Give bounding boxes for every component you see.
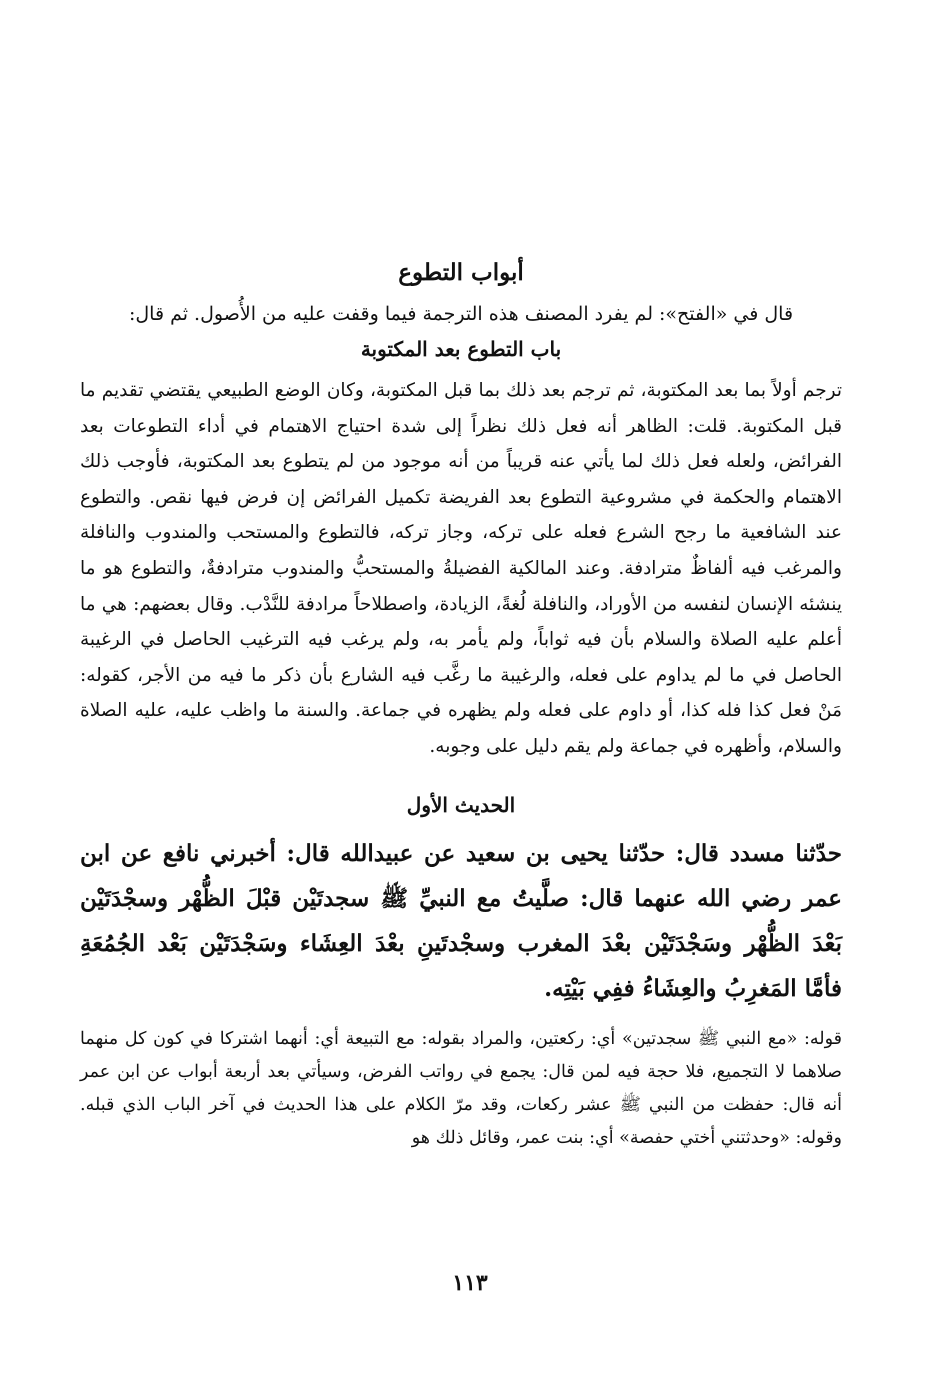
commentary-paragraph: قوله: «مع النبي ﷺ سجدتين» أي: ركعتين، والمراد بقوله: مع التبيعة أي: أنهما اشتركا في كون كل منهما صلاهما لا التجميع، فلا حجة فيه لمن قال: يجمع في رواتب الفرض، وسيأتي بعد أربعة أبواب عن ابن عمر أنه قال: حفظت من النبي ﷺ عشر ركعات، وقد مرّ الكلام على هذا الحديث في آخر الباب الذي قبله. وقوله: «وحدثتني أختي حفصة» أي: بنت عمر، وقائل ذلك هو (80, 1028, 842, 1148)
page-number: ١١٣ (452, 1270, 488, 1296)
hadith-text: حدّثنا مسدد قال: حدّثنا يحيى بن سعيد عن عبيدالله قال: أخبرني نافع عن ابن عمر رضي الله عنهما قال: صلَّيتُ مع النبيِّ ﷺ سجدتَيْن قبْلَ الظُّهْر وسجْدَتَيْن بَعْدَ الظُّهْر وسَجْدَتَيْن بعْدَ المغرب وسجْدتَينِ بعْدَ العِشَاء وسَجْدَتَيْن بَعْد الجُمُعَةِ فأمَّا المَغرِبُ والعِشَاءُ ففِي بَيْتِه. (80, 839, 842, 1002)
hadith-title: الحديث الأول (406, 792, 516, 817)
page-content (80, 255, 842, 1155)
intro-line: قال في «الفتح»: لم يفرد المصنف هذه الترجمة فيما وقفت عليه من الأُصول. ثم قال: (128, 303, 794, 325)
section-title: باب التطوع بعد المكتوبة (360, 337, 562, 361)
section-paragraph: ترجم أولاً بما بعد المكتوبة، ثم ترجم بعد ذلك بما قبل المكتوبة، وكان الوضع الطبيعي يقتضي تقديم ما قبل المكتوبة. قلت: الظاهر أنه فعل ذلك نظراً إلى شدة احتياج الاهتمام في أداء التطوعات بعد الفرائض، ولعله فعل ذلك لما يأتي عنه قريباً من أنه موجود من لم يتطوع بعد المكتوبة، فأوجب ذلك الاهتمام والحكمة في مشروعية التطوع بعد الفريضة تكميل الفرائض إن فرض فيها نقص. والتطوع عند الشافعية ما رجح الشرع فعله على تركه، وجاز تركه، فالتطوع والمستحب والمندوب والنافلة والمرغب فيه ألفاظٌ مترادفة. وعند المالكية الفضيلةُ والمستحبُّ والمندوب مترادفةٌ، والتطوع هو ما ينشئه الإنسان لنفسه من الأوراد، والنافلة لُغةً، الزيادة، واصطلاحاً مرادفة للنَّدْب. وقال بعضهم: هي ما أعلم عليه الصلاة والسلام بأن فيه ثواباً، ولم يأمر به، ولم يرغب فيه الترغيب الحاصل في الرغيبة الحاصل في ما لم يداوم على فعله، والرغيبة ما رغَّب فيه الشارع بأن ذكر ما فيه من الأجر، كقوله: مَنْ فعل كذا فله كذا، أو داوم على فعله ولم يظهره في جماعة. والسنة ما واظب عليه، عليه الصلاة والسلام، وأظهره في جماعة ولم يقم دليل على وجوبه. (80, 380, 842, 757)
chapter-title: أبواب التطوع (398, 259, 524, 286)
